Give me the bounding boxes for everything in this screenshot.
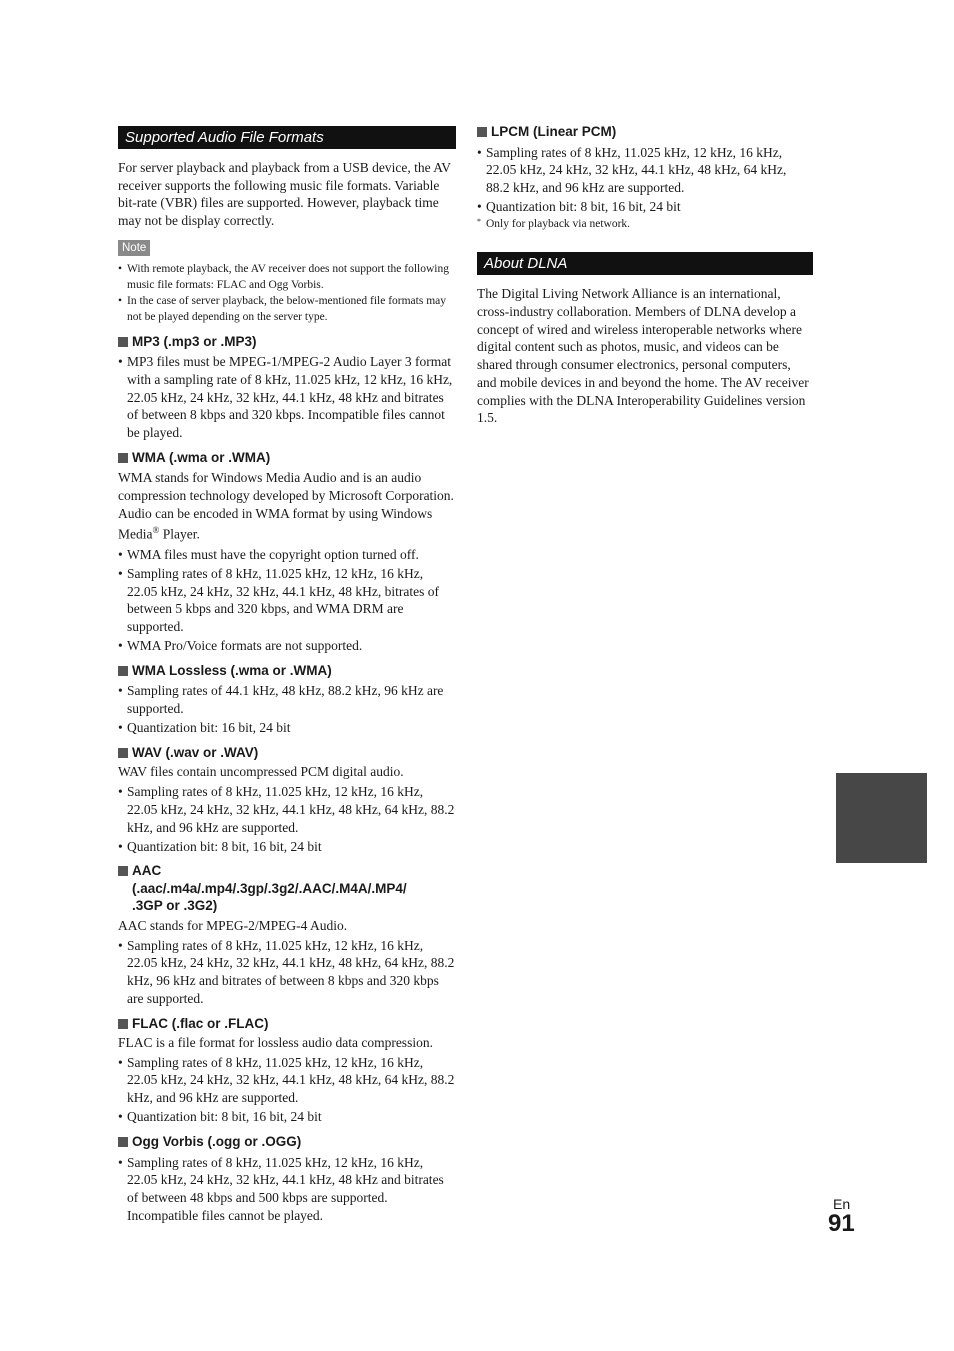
wav-heading: WAV (.wav or .WAV) [118,744,456,762]
intro-paragraph: For server playback and playback from a USB device, the AV receiver supports the following music file formats. Variable bit-rate (VBR) files are supported. However, playback time may not be display correctly. [118,160,451,229]
list-item: • Sampling rates of 8 kHz, 11.025 kHz, 12 kHz, 16 kHz, 22.05 kHz, 24 kHz, 32 kHz, 44.1 kHz, 48 kHz, bitrates of between 5 kbps and 320 kbps, and WMA DRM are supported. [118,565,456,636]
note-item: • With remote playback, the AV receiver does not support the following music file formats: FLAC and Ogg Vorbis. [118,261,456,293]
square-bullet-icon [118,453,128,463]
list-item: • Sampling rates of 8 kHz, 11.025 kHz, 12 kHz, 16 kHz, 22.05 kHz, 24 kHz, 32 kHz, 44.1 kHz, 48 kHz and bitrates of between 48 kbps and 500 kbps are supported. Incompatible files cannot be played. [118,1154,456,1225]
aac-heading: AAC (.aac/.m4a/.mp4/.3gp/.3g2/.AAC/.M4A/.MP4/ .3GP or .3G2) [118,862,456,915]
list-item: • WMA files must have the copyright option turned off. [118,546,456,564]
ogg-heading: Ogg Vorbis (.ogg or .OGG) [118,1133,456,1151]
list-item: • Quantization bit: 16 bit, 24 bit [118,719,456,737]
section-heading-dlna: About DLNA [477,252,813,275]
mp3-section [118,333,456,442]
left-column [118,126,456,1226]
aac-section [118,862,456,1007]
list-item: • MP3 files must be MPEG-1/MPEG-2 Audio Layer 3 format with a sampling rate of 8 kHz, 11.025 kHz, 12 kHz, 16 kHz, 22.05 kHz, 24 kHz, 32 kHz, 44.1 kHz, 48 kHz and bitrates of between 8 kbps and 320 kbps. Incompatible files cannot be played. [118,353,456,442]
list-item: • Quantization bit: 8 bit, 16 bit, 24 bit [118,1108,456,1126]
list-item: • Quantization bit: 8 bit, 16 bit, 24 bit [477,198,813,216]
square-bullet-icon [477,127,487,137]
flac-section [118,1015,456,1127]
list-item: • Sampling rates of 44.1 kHz, 48 kHz, 88.2 kHz, 96 kHz are supported. [118,682,456,717]
wma-heading: WMA (.wma or .WMA) [118,449,456,467]
flac-heading: FLAC (.flac or .FLAC) [118,1015,456,1033]
dlna-paragraph: The Digital Living Network Alliance is an international, cross-industry collaboration. Members of DLNA develop a concept of wired and wireless interoperable networks where digital content such as photos, music, and videos can be shared through consumer electronics, personal computers, and mobile devices in and beyond the home. The AV receiver complies with the DLNA Interoperability Guidelines version 1.5. [477,286,809,426]
wma-section [118,449,456,655]
square-bullet-icon [118,337,128,347]
chapter-tab [836,773,927,863]
flac-intro: FLAC is a file format for lossless audio data compression. [118,1035,433,1050]
list-item: • WMA Pro/Voice formats are not supported. [118,637,456,655]
square-bullet-icon [118,866,128,876]
wma-lossless-section [118,662,456,737]
aac-intro: AAC stands for MPEG-2/MPEG-4 Audio. [118,917,348,933]
square-bullet-icon [118,1019,128,1029]
mp3-heading: MP3 (.mp3 or .MP3) [118,333,456,351]
lpcm-heading: LPCM (Linear PCM) [477,123,813,141]
square-bullet-icon [118,1137,128,1147]
footnote: * Only for playback via network. [477,217,631,231]
lpcm-section [477,123,813,232]
right-column [477,123,813,427]
list-item: • Sampling rates of 8 kHz, 11.025 kHz, 12 kHz, 16 kHz, 22.05 kHz, 24 kHz, 32 kHz, 44.1 kHz, 48 kHz, 64 kHz, 88.2 kHz, and 96 kHz are supported. [118,783,456,836]
wav-section [118,744,456,856]
list-item: • Sampling rates of 8 kHz, 11.025 kHz, 12 kHz, 16 kHz, 22.05 kHz, 24 kHz, 32 kHz, 44.1 kHz, 48 kHz, 64 kHz, 88.2 kHz, and 96 kHz are supported. [118,1054,456,1107]
list-item: • Sampling rates of 8 kHz, 11.025 kHz, 12 kHz, 16 kHz, 22.05 kHz, 24 kHz, 32 kHz, 44.1 kHz, 48 kHz, 64 kHz, 88.2 kHz, and 96 kHz are supported. [477,144,813,197]
list-item: • Quantization bit: 8 bit, 16 bit, 24 bit [118,838,456,856]
page-number: 91 [828,1210,855,1237]
square-bullet-icon [118,748,128,758]
note-block [118,238,456,325]
wma-intro: WMA stands for Windows Media Audio and is an audio compression technology developed by Microsoft Corporation. Audio can be encoded in WMA format by using Windows Media® Player. [118,470,454,542]
page-language: En [833,1196,851,1212]
note-item: • In the case of server playback, the below-mentioned file formats may not be played depending on the server type. [118,293,456,325]
ogg-section [118,1133,456,1224]
section-heading-audio-formats: Supported Audio File Formats [118,126,456,149]
wma-lossless-heading: WMA Lossless (.wma or .WMA) [118,662,456,680]
square-bullet-icon [118,666,128,676]
note-badge: Note [118,240,150,256]
wav-intro: WAV files contain uncompressed PCM digital audio. [118,764,404,780]
list-item: • Sampling rates of 8 kHz, 11.025 kHz, 12 kHz, 16 kHz, 22.05 kHz, 24 kHz, 32 kHz, 44.1 kHz, 48 kHz, 64 kHz, 88.2 kHz, 96 kHz and bitrates of between 8 kbps and 320 kbps are supported. [118,937,456,1008]
